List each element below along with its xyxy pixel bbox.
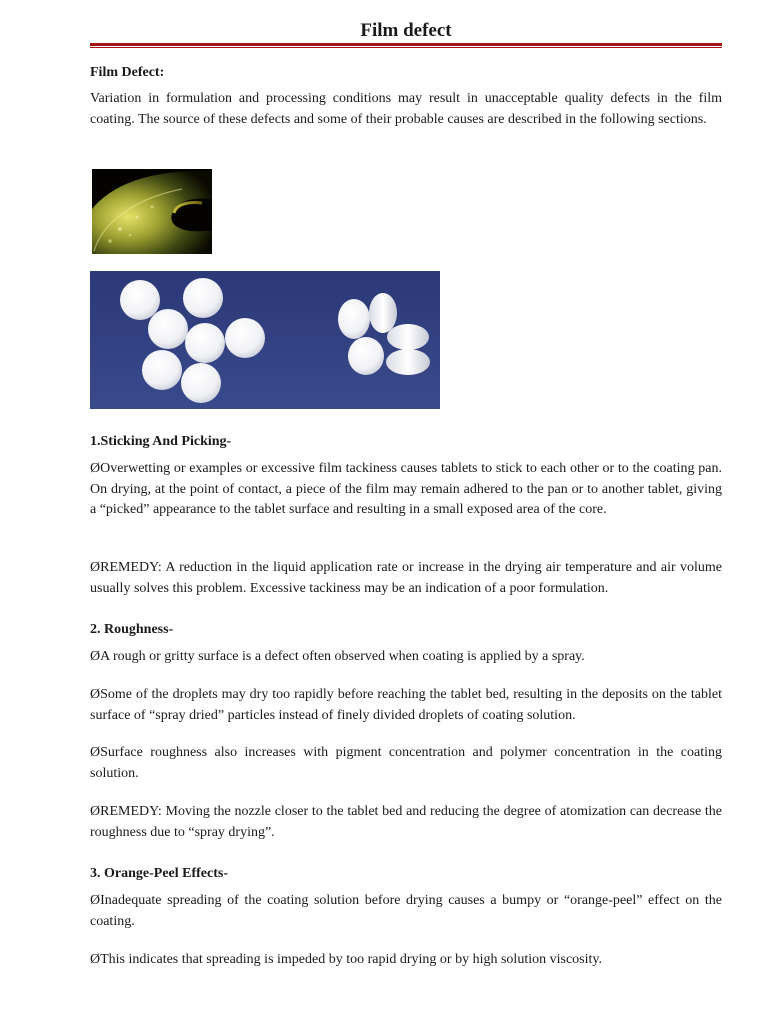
intro-paragraph: Variation in formulation and processing conditions may result in unacceptable quality defects in the film coating. The source of these defects and some of their probable causes are described in the following sections.	[90, 91, 722, 127]
section-paragraph: ØThis indicates that spreading is impeded by too rapid drying or by high solution viscosity.	[90, 952, 602, 967]
section-paragraph: ØSurface roughness also increases with pigment concentration and polymer concentration in the coating solution.	[90, 745, 722, 781]
film-defect-closeup-image	[92, 169, 212, 254]
section-paragraph: ØOverwetting or examples or excessive film tackiness causes tablets to stick to each other or to the coating pan. On drying, at the point of contact, a piece of the film may remain adhered to the pan or to another tablet, giving a “picked” appearance to the tablet surface and resulting in a small exposed area of the core.	[90, 461, 722, 517]
page-title: Film defect	[360, 20, 452, 41]
section-paragraph: ØInadequate spreading of the coating solution before drying causes a bumpy or “orange-peel” effect on the coating.	[90, 893, 722, 929]
section-paragraph: ØA rough or gritty surface is a defect often observed when coating is applied by a spray.	[90, 649, 585, 664]
title-divider	[90, 43, 722, 48]
section-paragraph: ØREMEDY: Moving the nozzle closer to the tablet bed and reducing the degree of atomization can decrease the roughness due to “spray drying”.	[90, 804, 722, 840]
intro-heading: Film Defect:	[90, 65, 165, 80]
section-heading: 1.Sticking And Picking-	[90, 434, 232, 449]
section-heading: 2. Roughness-	[90, 622, 174, 637]
section-paragraph: ØSome of the droplets may dry too rapidly before reaching the tablet bed, resulting in the deposits on the tablet surface of “spray dried” particles instead of finely divided droplets of coating solution.	[90, 687, 722, 723]
section-paragraph: ØREMEDY: A reduction in the liquid application rate or increase in the drying air temperature and air volume usually solves this problem. Excessive tackiness may be an indication of a poor formulation.	[90, 560, 722, 596]
coated-tablets-image	[90, 271, 440, 409]
section-heading: 3. Orange-Peel Effects-	[90, 866, 228, 881]
